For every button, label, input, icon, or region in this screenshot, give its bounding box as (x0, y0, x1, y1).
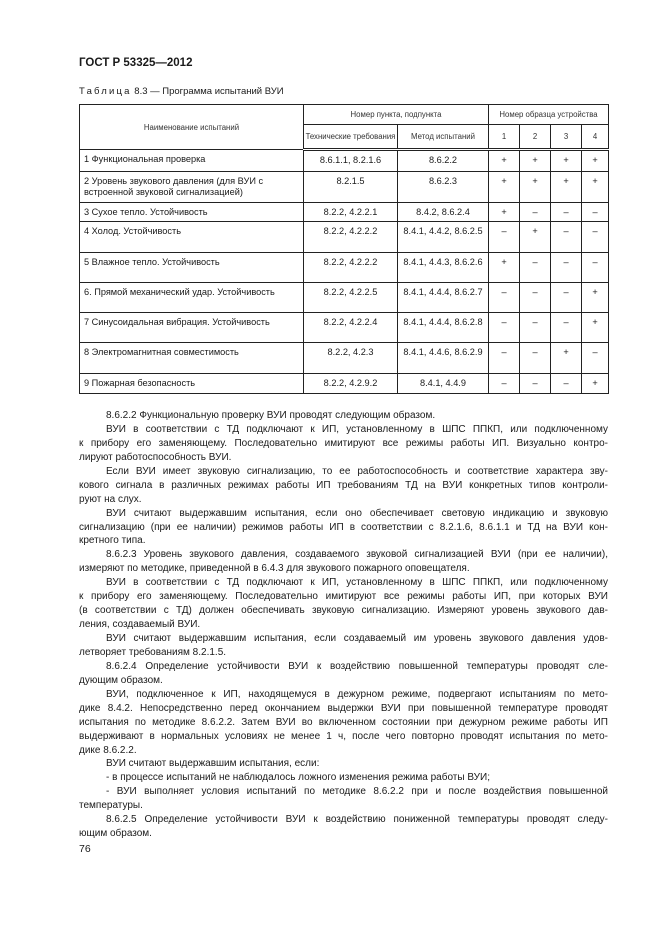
test-method-cell: 8.4.1, 4.4.3, 8.6.2.6 (398, 253, 489, 283)
sample-2-cell: – (520, 203, 551, 222)
text-line: лируют работоспособность ВУИ. (79, 451, 232, 463)
document-header: ГОСТ Р 53325—2012 (79, 57, 193, 69)
test-name-cell: 7 Синусоидальная вибрация. Устойчивость (80, 313, 304, 343)
paragraph (79, 771, 608, 785)
sample-4-cell: – (582, 203, 609, 222)
sample-2-cell: – (520, 283, 551, 313)
sample-4-cell: + (582, 313, 609, 343)
paragraph (79, 409, 608, 423)
header-tech-requirements: Технические требования (304, 125, 398, 150)
table-row (80, 313, 609, 343)
sample-1-cell: – (489, 313, 520, 343)
text-line: ВУИ в соответствии с ТД подключают к ИП, установленному в ШПС ППКП, или подключенному (106, 577, 608, 589)
sample-4-cell: + (582, 374, 609, 394)
paragraph (79, 688, 608, 758)
text-line: (в соответствии с ТД) должен обеспечивать звуковую сигнализацию. Измеряют уровень звукового дав- (79, 605, 608, 617)
text-line: ВУИ считают выдержавшим испытания, если: (106, 758, 320, 770)
text-line: сигнализацию (при ее наличии) режимов работы ИП в соответствии с 8.2.1.6, 8.6.1.1 и ТД на ВУИ кон- (79, 521, 608, 533)
text-line: ления, создаваемый ВУИ. (79, 619, 201, 631)
table-caption (79, 86, 284, 97)
text-line: ВУИ считают выдержавшим испытания, если оно обеспечивает световую индикацию и звуковую (106, 507, 608, 519)
text-line: ВУИ считают выдержавшим испытания, если создаваемый им уровень звукового давления удов- (106, 633, 608, 644)
sample-2-cell: + (520, 150, 551, 172)
sample-1-cell: + (489, 150, 520, 172)
text-line: кретного типа. (79, 535, 146, 547)
body-text (79, 409, 608, 841)
header-test-name: Наименование испытаний (80, 105, 304, 150)
sample-1-cell: – (489, 283, 520, 313)
table-row (80, 222, 609, 253)
text-line: Если ВУИ имеет звуковую сигнализацию, то ее работоспособность и соответствие характера зву- (106, 465, 608, 477)
sample-4-cell: + (582, 172, 609, 203)
header-sample-1: 1 (489, 125, 520, 150)
test-name-cell: 9 Пожарная безопасность (80, 374, 304, 394)
test-method-cell: 8.4.2, 8.6.2.4 (398, 203, 489, 222)
tech-requirements-cell: 8.2.2, 4.2.2.2 (304, 253, 398, 283)
test-name-cell: 4 Холод. Устойчивость (80, 222, 304, 253)
test-method-cell: 8.6.2.2 (398, 150, 489, 172)
text-line: ВУИ в соответствии с ТД подключают к ИП, установленному в ШПС ППКП, или подключенному (106, 423, 608, 435)
table-row (80, 283, 609, 313)
tech-requirements-cell: 8.2.1.5 (304, 172, 398, 203)
sample-4-cell: + (582, 150, 609, 172)
test-method-cell: 8.4.1, 4.4.4, 8.6.2.8 (398, 313, 489, 343)
tech-requirements-cell: 8.2.2, 4.2.2.2 (304, 222, 398, 253)
test-method-cell: 8.4.1, 4.4.9 (398, 374, 489, 394)
sample-1-cell: – (489, 343, 520, 374)
page-number: 76 (79, 843, 91, 855)
text-line: 8.6.2.5 Определение устойчивости ВУИ к воздействию пониженной температуры проводят следу- (106, 814, 608, 826)
table-row (80, 172, 609, 203)
table-row (80, 374, 609, 394)
sample-2-cell: – (520, 253, 551, 283)
header-sample-4: 4 (582, 125, 609, 150)
tech-requirements-cell: 8.2.2, 4.2.9.2 (304, 374, 398, 394)
header-sample-3: 3 (551, 125, 582, 150)
header-sample-2: 2 (520, 125, 551, 150)
sample-1-cell: + (489, 203, 520, 222)
table-row (80, 343, 609, 374)
test-name-cell: 1 Функциональная проверка (80, 150, 304, 172)
text-line: 8.6.2.2 Функциональную проверку ВУИ проводят следующим образом. (106, 410, 436, 421)
sample-1-cell: + (489, 253, 520, 283)
tech-requirements-cell: 8.2.2, 4.2.2.5 (304, 283, 398, 313)
tech-requirements-cell: 8.6.1.1, 8.2.1.6 (304, 150, 398, 172)
sample-3-cell: – (551, 222, 582, 253)
header-clause-group: Номер пункта, подпункта (304, 105, 489, 125)
text-line: к прибору его заменяющему. Последовательно имитируют все режимы работы ИП. Визуально контро- (79, 437, 608, 449)
sample-4-cell: – (582, 253, 609, 283)
tech-requirements-cell: 8.2.2, 4.2.3 (304, 343, 398, 374)
sample-2-cell: + (520, 172, 551, 203)
paragraph (79, 548, 608, 576)
paragraph (79, 576, 608, 632)
paragraph (79, 660, 608, 688)
sample-2-cell: – (520, 374, 551, 394)
test-method-cell: 8.4.1, 4.4.6, 8.6.2.9 (398, 343, 489, 374)
text-line: ющим образом. (79, 828, 152, 840)
text-line: дике 8.6.2.2. (79, 744, 137, 756)
table-caption-title: 8.3 — Программа испытаний ВУИ (131, 86, 284, 97)
paragraph (79, 507, 608, 549)
table-row (80, 203, 609, 222)
test-name-cell: 8 Электромагнитная совместимость (80, 343, 304, 374)
sample-4-cell: – (582, 343, 609, 374)
paragraph (79, 423, 608, 465)
test-method-cell: 8.6.2.3 (398, 172, 489, 203)
text-line: температуры. (79, 800, 143, 812)
text-line: - в процессе испытаний не наблюдалось ложного изменения режима работы ВУИ; (106, 772, 491, 784)
test-name-cell: 6. Прямой механический удар. Устойчивость (80, 283, 304, 313)
sample-4-cell: + (582, 283, 609, 313)
paragraph (79, 757, 608, 771)
paragraph (79, 632, 608, 660)
text-line: летворяет требованиям 8.2.1.5. (79, 646, 227, 658)
sample-1-cell: – (489, 374, 520, 394)
sample-1-cell: + (489, 172, 520, 203)
test-name-cell: 2 Уровень звукового давления (для ВУИ с встроенной звуковой сигнализацией) (80, 172, 304, 203)
sample-2-cell: – (520, 313, 551, 343)
header-test-method: Метод испытаний (398, 125, 489, 150)
sample-3-cell: + (551, 343, 582, 374)
sample-3-cell: – (551, 313, 582, 343)
text-line: 8.6.2.3 Уровень звукового давления, создаваемого звуковой сигнализацией ВУИ (при ее наличии), (106, 549, 608, 561)
test-program-table (79, 104, 609, 394)
text-line: 8.6.2.4 Определение устойчивости ВУИ к воздействию повышенной температуры проводят сле- (106, 660, 608, 672)
sample-1-cell: – (489, 222, 520, 253)
sample-2-cell: – (520, 343, 551, 374)
header-sample-group: Номер образца устройства (489, 105, 609, 125)
sample-3-cell: – (551, 203, 582, 222)
test-method-cell: 8.4.1, 4.4.4, 8.6.2.7 (398, 283, 489, 313)
sample-2-cell: + (520, 222, 551, 253)
test-name-cell: 5 Влажное тепло. Устойчивость (80, 253, 304, 283)
test-method-cell: 8.4.1, 4.4.2, 8.6.2.5 (398, 222, 489, 253)
sample-3-cell: – (551, 283, 582, 313)
text-line: выдерживают в нормальных условиях не менее 1 ч, после чего повторно проводят испытания по мето- (79, 730, 608, 742)
tech-requirements-cell: 8.2.2, 4.2.2.4 (304, 313, 398, 343)
tech-requirements-cell: 8.2.2, 4.2.2.1 (304, 203, 398, 222)
sample-3-cell: + (551, 172, 582, 203)
text-line: измеряют по методике, приведенной в 6.4.3 для звукового пожарного оповещателя. (79, 563, 470, 575)
sample-3-cell: + (551, 150, 582, 172)
paragraph (79, 465, 608, 507)
text-line: руют на слух. (79, 493, 142, 505)
text-line: - ВУИ выполняет условия испытаний по методике 8.6.2.2 при и после воздействия повышенной (106, 786, 608, 798)
text-line: дике 8.4.2. Непосредственно перед окончанием выдержки ВУИ при повышенной температуре проводят (79, 702, 608, 714)
paragraph (79, 785, 608, 813)
sample-4-cell: – (582, 222, 609, 253)
sample-3-cell: – (551, 253, 582, 283)
text-line: ВУИ, подключенное к ИП, находящемуся в дежурном режиме, подвергают испытаниям по мето- (106, 688, 608, 700)
text-line: к прибору его заменяющему. Последовательно имитируют все режимы работы ИП, при которых ВУИ (79, 591, 608, 603)
text-line: испытания по методике 8.6.2.2. Затем ВУИ во включенном состоянии при дежурном режиме работы ИП (79, 716, 608, 728)
text-line: кового сигнала в различных режимах работы ИП требованиям ТД на ВУИ конкретных типов контроли- (79, 479, 608, 491)
table-caption-prefix: Таблица (79, 86, 132, 97)
table-row (80, 150, 609, 172)
text-line: дующим образом. (79, 674, 163, 686)
paragraph (79, 813, 608, 841)
test-name-cell: 3 Сухое тепло. Устойчивость (80, 203, 304, 222)
table-row (80, 253, 609, 283)
sample-3-cell: – (551, 374, 582, 394)
